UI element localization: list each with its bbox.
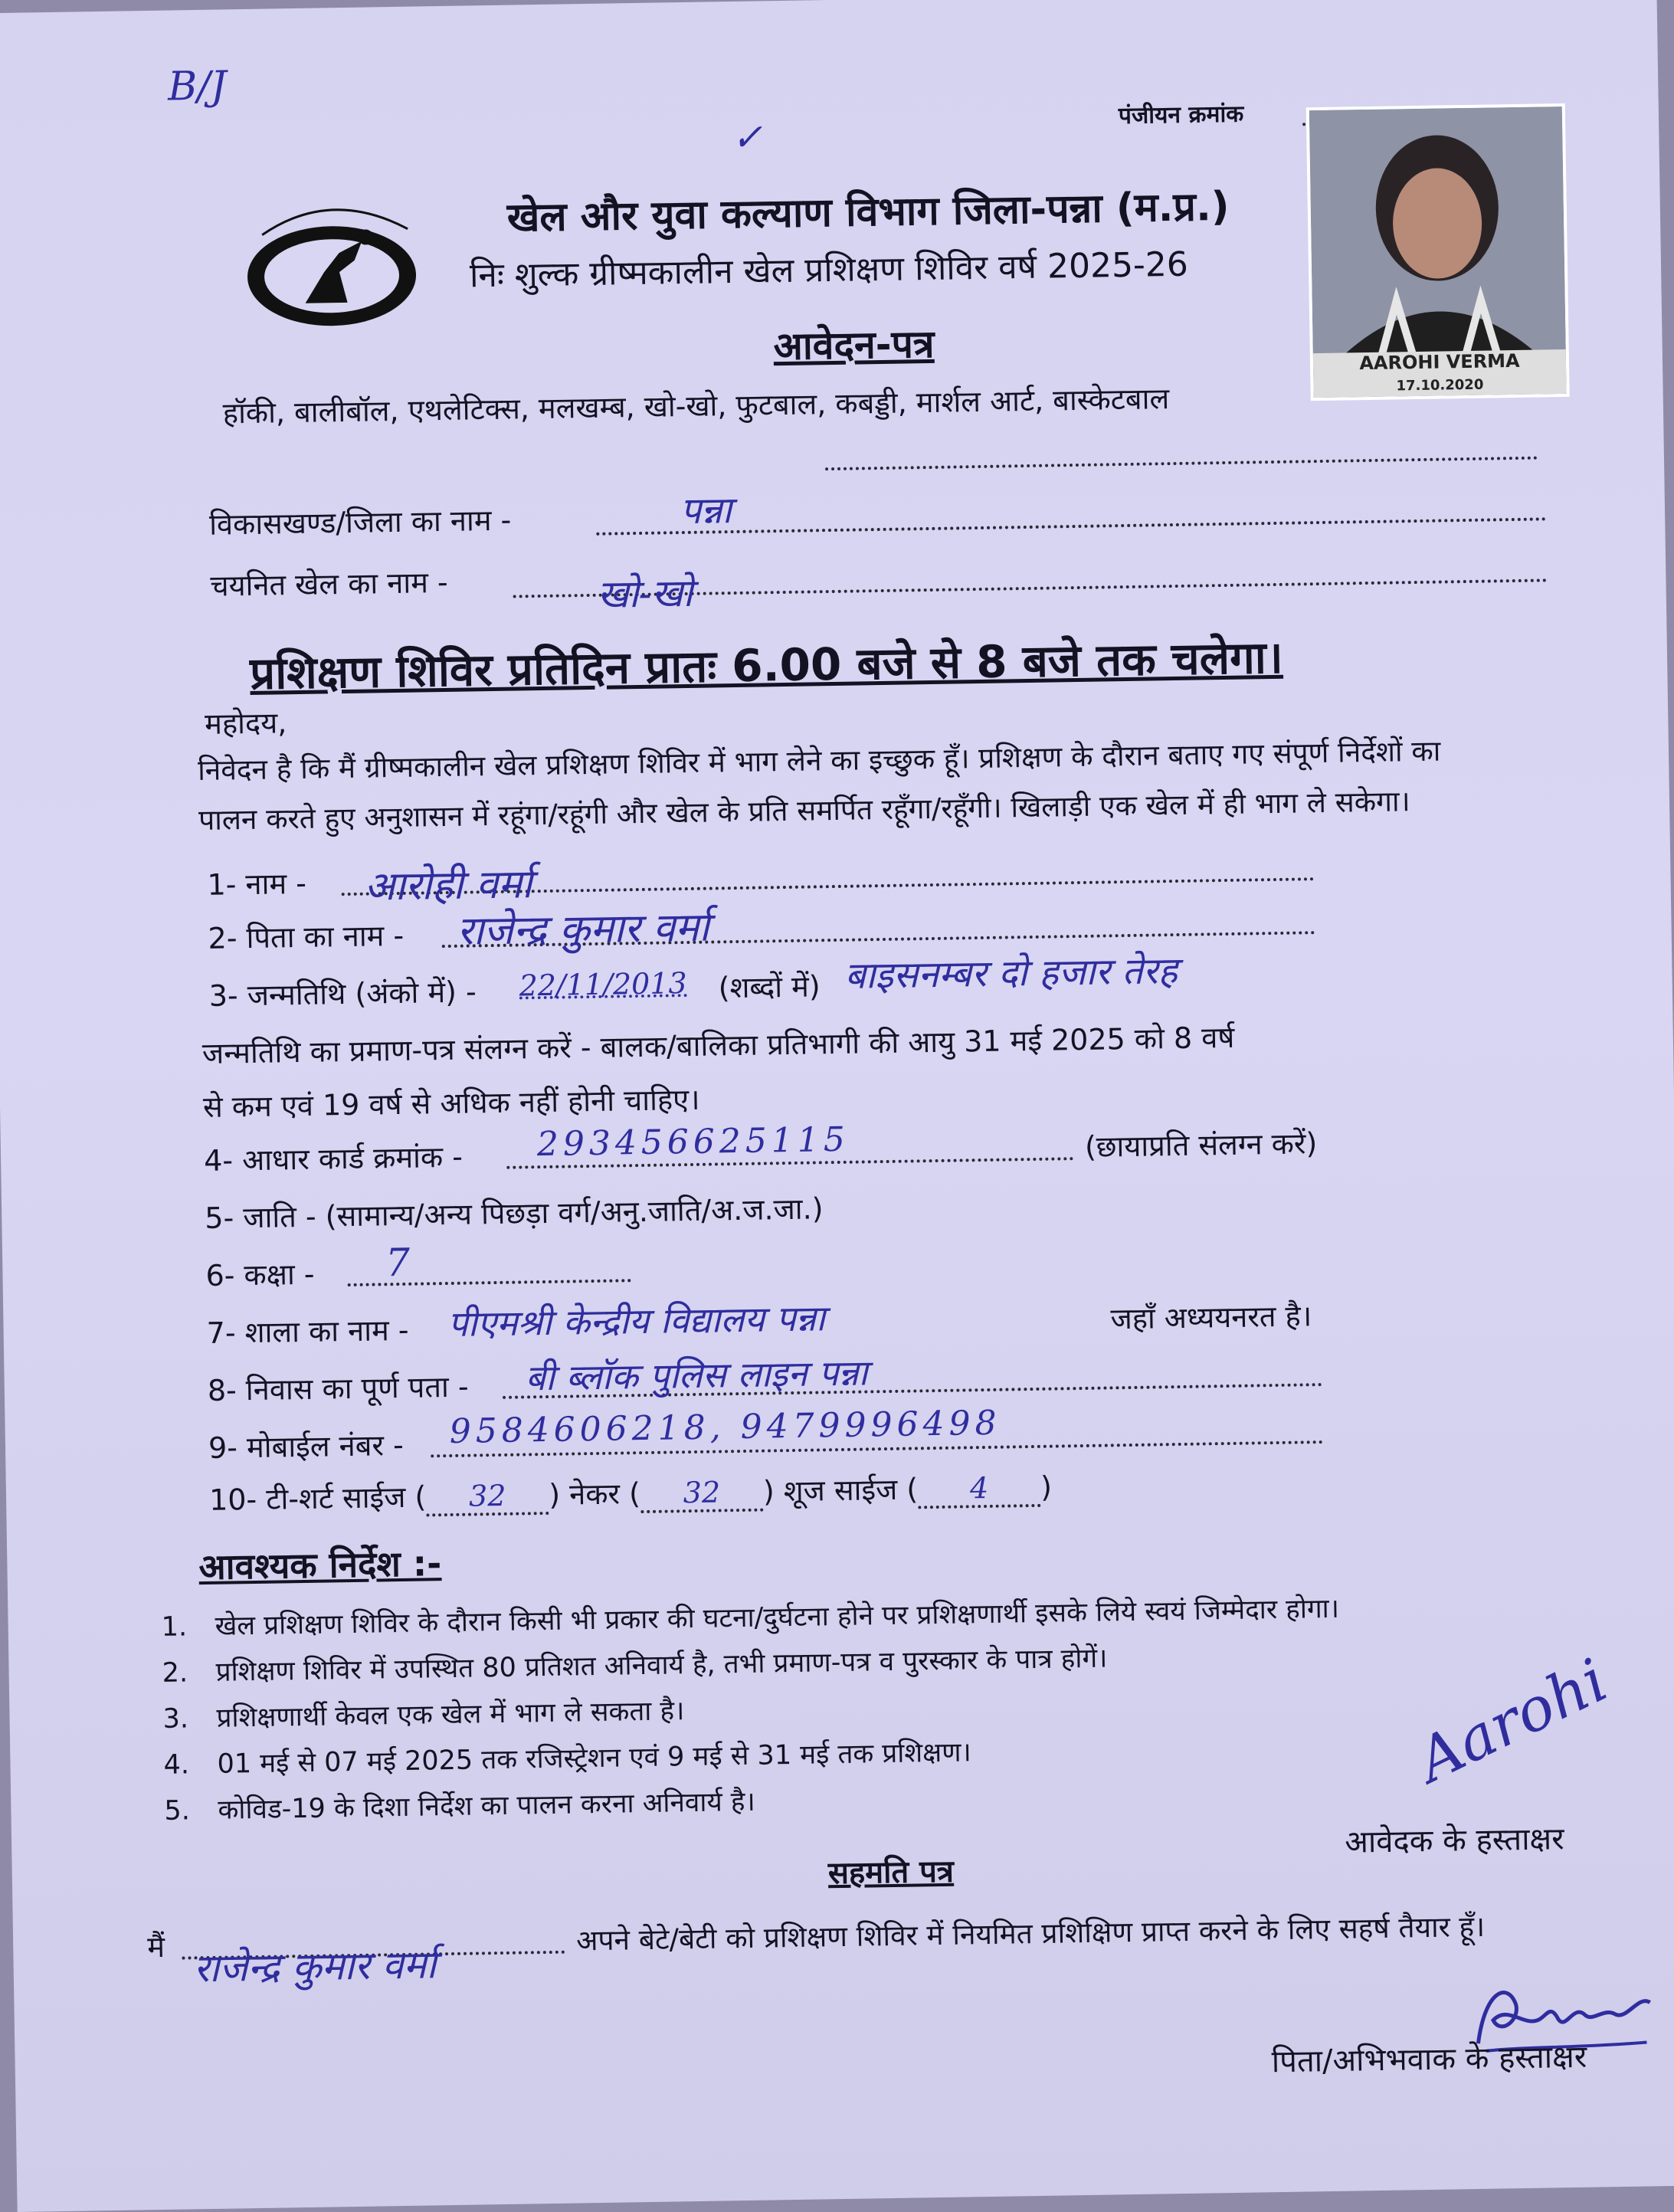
extra-line bbox=[825, 457, 1538, 471]
size-close: ) bbox=[1040, 1470, 1053, 1504]
block-district-value: पन्ना bbox=[680, 489, 732, 533]
tick-mark-icon: ✓ bbox=[731, 116, 763, 159]
name-value: आरोही वर्मा bbox=[364, 861, 532, 910]
tshirt-size-value: 32 bbox=[426, 1478, 549, 1517]
dob-words-label: (शब्दों में) bbox=[718, 969, 821, 1005]
mobile-label: 9- मोबाईल नंबर - bbox=[208, 1427, 405, 1465]
instruction-item bbox=[164, 1783, 755, 1828]
aadhaar-value: 293456625115 bbox=[536, 1119, 850, 1165]
address-label: 8- निवास का पूर्ण पता - bbox=[207, 1369, 469, 1407]
letter-line-1: निवेदन है कि मैं ग्रीष्मकालीन खेल प्रशिक्षण शिविर में भाग लेने का इच्छुक हूँ। प्रशिक्षण के दौरान बताए गए संपूर्ण निर्देशों का bbox=[197, 734, 1441, 788]
class-value: 7 bbox=[385, 1240, 411, 1286]
guardian-signature-label: पिता/अभिभवाक के हस्ताक्षर bbox=[1271, 2039, 1587, 2080]
caste-label: 5- जाति - (सामान्य/अन्य पिछड़ा वर्ग/अनु.जाति/अ.ज.जा.) bbox=[204, 1191, 824, 1235]
instruction-item bbox=[161, 1590, 1339, 1644]
instruction-text: कोविड-19 के दिशा निर्देश का पालन करना अनिवार्य है। bbox=[218, 1786, 755, 1826]
nekar-size-value: 32 bbox=[640, 1475, 764, 1514]
photo-date: 17.10.2020 bbox=[1396, 376, 1484, 395]
dob-note-1: जन्मतिथि का प्रमाण-पत्र संलग्न करें - बालक/बालिका प्रतिभागी की आयु 31 मई 2025 को 8 वर्ष bbox=[201, 1020, 1235, 1071]
consent-heading: सहमति पत्र bbox=[827, 1853, 955, 1892]
aadhaar-label: 4- आधार कार्ड क्रमांक - bbox=[203, 1139, 464, 1178]
camp-subtitle: निः शुल्क ग्रीष्मकालीन खेल प्रशिक्षण शिविर वर्ष 2025-26 bbox=[469, 244, 1189, 296]
sports-list: हॉकी, बालीबॉल, एथलेटिक्स, मलखम्ब, खो-खो, फुटबाल, कबड्डी, मार्शल आर्ट, बास्केटबाल bbox=[222, 382, 1170, 431]
dob-label: 3- जन्मतिथि (अंको में) - bbox=[208, 975, 477, 1013]
timing-notice: प्रशिक्षण शिविर प्रतिदिन प्रातः 6.00 बजे से 8 बजे तक चलेगा। bbox=[249, 631, 1284, 700]
instruction-num: 4. bbox=[163, 1749, 190, 1781]
instruction-item bbox=[162, 1692, 684, 1736]
instruction-text: खेल प्रशिक्षण शिविर के दौरान किसी भी प्रकार की घटना/दुर्घटना होने पर प्रशिक्षणार्थी इसके लिये स्वयं जिम्मेदार होगा। bbox=[215, 1593, 1340, 1642]
instruction-num: 1. bbox=[161, 1611, 188, 1643]
registration-label: पंजीयन क्रमांक bbox=[1118, 100, 1244, 130]
father-name-value: राजेन्द्र कुमार वर्मा bbox=[457, 904, 710, 955]
dob-note-2: से कम एवं 19 वर्ष से अधिक नहीं होनी चाहिए। bbox=[202, 1082, 700, 1124]
size-row bbox=[209, 1466, 1053, 1520]
selected-sport-value: खो-खो bbox=[597, 570, 693, 617]
selected-sport-label: चयनित खेल का नाम - bbox=[210, 565, 449, 603]
shoe-size-value: 4 bbox=[918, 1470, 1041, 1509]
guardian-name: राजेन्द्र कुमार वर्मा bbox=[193, 1942, 437, 1991]
salutation: महोदय, bbox=[204, 706, 287, 741]
department-logo bbox=[231, 186, 424, 335]
form-title: आवेदन-पत्र bbox=[773, 321, 935, 369]
dob-words-value: बाइसनम्बर दो हजार तेरह bbox=[844, 949, 1178, 998]
father-name-label: 2- पिता का नाम - bbox=[208, 918, 405, 955]
address-value: बी ब्लॉक पुलिस लाइन पन्ना bbox=[525, 1352, 868, 1399]
name-label: 1- नाम - bbox=[207, 866, 307, 902]
instruction-text: प्रशिक्षण शिविर में उपस्थित 80 प्रतिशत अनिवार्य है, तभी प्रमाण-पत्र व पुरस्कार के पात्र होगें। bbox=[215, 1643, 1108, 1688]
applicant-photo bbox=[1306, 103, 1570, 401]
instruction-num: 2. bbox=[162, 1657, 188, 1689]
block-district-line bbox=[596, 517, 1546, 535]
nekar-size-label: ) नेकर ( bbox=[548, 1476, 641, 1512]
instructions-heading: आवश्यक निर्देश :- bbox=[198, 1542, 442, 1588]
consent-prefix: मैं bbox=[146, 1929, 165, 1965]
school-suffix: जहाँ अध्ययनरत है। bbox=[1110, 1299, 1312, 1336]
instruction-text: प्रशिक्षणार्थी केवल एक खेल में भाग ले सकता है। bbox=[216, 1696, 685, 1734]
applicant-signature: Aarohi bbox=[1407, 1646, 1618, 1797]
letter-line-2: पालन करते हुए अनुशासन में रहूंगा/रहूंगी और खेल के प्रति समर्पित रहूँगा/रहूँगी। खिलाड़ी एक खेल में ही भाग ले सकेगा। bbox=[198, 785, 1410, 837]
corner-mark: B/J bbox=[167, 63, 228, 110]
school-value: पीएमश्री केन्द्रीय विद्यालय पन्ना bbox=[447, 1297, 826, 1345]
consent-text: अपने बेटे/बेटी को प्रशिक्षण शिविर में नियमित प्रशिक्षिण प्राप्त करने के लिए सहर्ष तैयार हूँ। bbox=[575, 1909, 1486, 1958]
aadhaar-note: (छायाप्रति संलग्न करें) bbox=[1084, 1126, 1318, 1164]
class-label: 6- कक्षा - bbox=[205, 1257, 315, 1293]
photo-name: AAROHI VERMA bbox=[1359, 349, 1520, 375]
instruction-num: 5. bbox=[164, 1795, 191, 1827]
mobile-value: 9584606218, 9479996498 bbox=[449, 1403, 1001, 1451]
school-label: 7- शाला का नाम - bbox=[206, 1312, 409, 1350]
instruction-num: 3. bbox=[162, 1703, 189, 1735]
tshirt-size-label: 10- टी-शर्ट साईज ( bbox=[208, 1480, 427, 1517]
applicant-signature-label: आवेदक के हस्ताक्षर bbox=[1344, 1821, 1564, 1860]
shoe-size-label: ) शूज साईज ( bbox=[762, 1472, 919, 1509]
dob-value: 22/11/2013 bbox=[519, 966, 687, 1003]
department-title: खेल और युवा कल्याण विभाग जिला-पन्ना (म.प्र.) bbox=[506, 183, 1230, 241]
instruction-text: 01 मई से 07 मई 2025 तक रजिस्ट्रेशन एवं 9 मई से 31 मई तक प्रशिक्षण। bbox=[217, 1737, 972, 1780]
instruction-item bbox=[162, 1640, 1107, 1690]
instruction-item bbox=[163, 1733, 971, 1782]
block-district-label: विकासखण्ड/जिला का नाम - bbox=[208, 503, 512, 542]
